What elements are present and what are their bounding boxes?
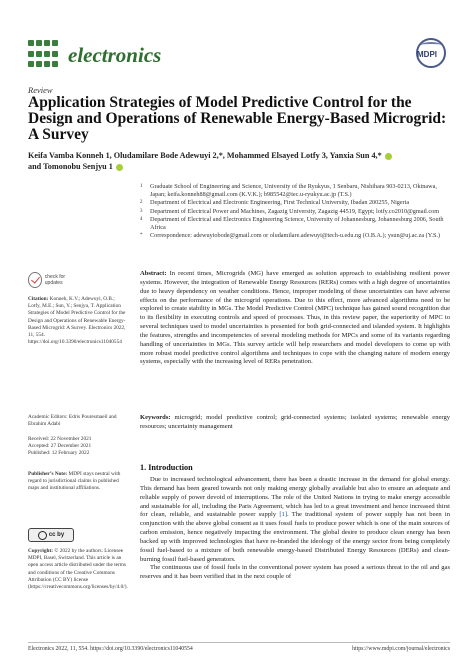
paragraph: The continuous use of fossil fuels in the conventional power system has posed a serious threat to the oil and gas reserves and it has been verified that in the next couple of (140, 564, 450, 581)
mdpi-arc-icon (421, 42, 441, 48)
authors-line-1: Keifa Vamba Konneh 1, Oludamilare Bode Adewuyi 2,*, Mohammed Elsayed Lotfy 3, Yanxia Sun 4,* (28, 151, 382, 160)
affiliation-number: 1 (140, 184, 143, 189)
affiliation-number: 2 (140, 200, 143, 206)
keywords-label: Keywords: (140, 414, 171, 421)
paragraph (140, 476, 450, 564)
journal-logo-icon[interactable] (28, 40, 62, 70)
accepted-date: Accepted: 27 December 2021 (28, 443, 92, 450)
citation-text[interactable]: Konneh, K.V.; Adewuyi, O.B.; Lotfy, M.E.; Sun, Y.; Senjyu, T. Application Strategies of Model Predictive Control for the Design and Operations of Renewable Energy-Based Microgrid: A Survey. Electronics 2022, 11, 554. https://doi.org/10.3390/electronics11040554 (28, 296, 126, 346)
affiliation-text: Department of Electrical and Electronics Engineering Science, University of Johannesburg, Johannesburg 2006, South Africa (150, 215, 444, 232)
abstract (140, 270, 450, 367)
publisher-note (28, 471, 128, 493)
affiliation-text: Department of Electrical Power and Machines, Zagazig University, Zagazig 44519, Egypt; lotfy.co2010@gmail.com (150, 207, 440, 215)
affiliation-number: 4 (140, 216, 143, 222)
publisher-note-text: MDPI stays neutral with regard to jurisdictional claims in published maps and institutional affiliations. (28, 471, 121, 492)
copyright-block (28, 548, 128, 591)
citation-block (28, 296, 128, 346)
affiliation-item (140, 208, 450, 216)
check-updates-label: check for updates (44, 274, 66, 286)
abstract-label: Abstract: (140, 270, 167, 277)
footer-divider (28, 642, 450, 643)
reference-link[interactable]: [1] (279, 511, 288, 519)
footer-citation[interactable]: Electronics 2022, 11, 554. https://doi.org/10.3390/electronics11040554 (28, 646, 193, 652)
journal-name[interactable]: electronics (68, 43, 162, 67)
article-title: Application Strategies of Model Predictive Control for the Design and Operations of Renewable Energy-Based Microgrid: A Survey (28, 94, 447, 143)
citation-label: Citation: (28, 296, 49, 302)
authors-line-2: and Tomonobu Senjyu 1 (28, 162, 113, 171)
affiliation-item (140, 183, 450, 199)
paragraph-text: Due to increased technological advancement, there has been a drastic increase in the demand for global energy. This demand has been geared towards not only making energy globally available but also to ensure an adequate and reliable supply of power devoid of interruptions. The role of the United Nations in trying to make energy accessible and sustainable for all, including the Paris Agreement, which has led to a great investment and hence increased thirst for clean, reliable, and sustainable power supply (140, 476, 450, 519)
orcid-icon[interactable] (385, 153, 392, 160)
cc-icon (38, 531, 47, 540)
cc-label: cc by (48, 532, 65, 538)
copyright-label: Copyright: (28, 548, 54, 554)
affiliation-number: * (140, 233, 143, 239)
section-heading: 1. Introduction (140, 463, 193, 472)
orcid-icon[interactable] (116, 164, 123, 171)
affiliation-text: Department of Electrical and Electronic Engineering, First Technical University, Ibadan 200255, Nigeria (150, 199, 410, 207)
copyright-text[interactable]: © 2022 by the authors. Licensee MDPI, Basel, Switzerland. This article is an open access article distributed under the terms and conditions of the Creative Commons Attribution (CC BY) license (https://creativecommons.org/licenses/by/4.0/). (28, 548, 128, 591)
affiliation-text: Graduate School of Engineering and Science, University of the Ryukyus, 1 Senbaru, Nishihara 903-0213, Okinawa, Japan; keifa.konneh88@gmail.com (K.V.K.); b985542@tec.u-ryukyu.ac.jp (T.S.) (150, 183, 437, 199)
publisher-note-label: Publisher’s Note: (28, 471, 68, 477)
received-date: Received: 22 November 2021 (28, 436, 92, 442)
academic-editors: Academic Editors: Edris Pouresmaeil and Ebrahim Adabi (28, 414, 117, 428)
affiliation-number: 3 (140, 208, 143, 214)
abstract-text: In recent times, Microgrids (MG) have emerged as solution approach to establishing resilient power systems. However, the integration of Renewable Energy Resources (RERs) comes with a high degree of uncertainties due to heavy dependency on weather conditions. Hence, improper modeling of these uncertainties can have adverse effects on the performance of the microgrid operations. Due to this effect, more advanced algorithms need to be explored to create stability in MGs. The Model Predictive Control (MPC) technique has gained sound recognition due to its flexibility in executing controls and speed of processes. Thus, in this review paper, the superiority of MPC to several techniques used to model uncertainties is presented for both grid-connected and islanded system. It highlights the features, strengths and incompetencies of several modeling methods for MPCs and some of its variants regarding handling of uncertainties in MGs. This survey article will help researchers and model developers to come up with more robust model predictive control algorithms and techniques to cope with the changing nature of modern energy systems, especially with the increasing level of RERs penetration. (140, 270, 450, 366)
footer-journal-url[interactable]: https://www.mdpi.com/journal/electronics (352, 646, 450, 652)
keywords (140, 414, 450, 432)
affiliation-item (140, 199, 450, 207)
check-for-updates-button[interactable] (28, 268, 78, 292)
keywords-text: microgrid; model predictive control; grid-connected systems; isolated systems; renewable energy resources; uncertainty management (140, 414, 451, 430)
article-type: Review (28, 85, 53, 95)
dates-block (28, 436, 128, 458)
correspondence (140, 232, 450, 240)
correspondence-text[interactable]: Correspondence: adewuyiobode@gmail.com or oludamilare.adewuyi@tech-u.edu.ng (O.B.A.); ysun@uj.ac.za (Y.S.) (150, 232, 441, 240)
published-date: Published: 12 February 2022 (28, 450, 90, 457)
author-list (28, 150, 448, 172)
cc-license-badge[interactable] (28, 528, 74, 542)
paragraph-text: . The traditional system of power supply has not been in conjunction with the above global consent as it uses fossil fuels to produce power which is one of the main sources of carbon emission, hence negatively impacting the environment. The global desire to produce clean energy has been backed up with improved technologies that have re-branded the ideology of the energy sector from being completely fossil fuel-based to a mixture of both renewable energy-based Distributed Energy Resources (DERs) and clean-burning fossil fuel-based generators. (140, 511, 450, 563)
publisher-name: MDPI (417, 50, 437, 59)
affiliation-item (140, 216, 450, 232)
check-updates-icon (28, 272, 42, 288)
affiliations (140, 183, 450, 240)
introduction-text (140, 476, 450, 582)
